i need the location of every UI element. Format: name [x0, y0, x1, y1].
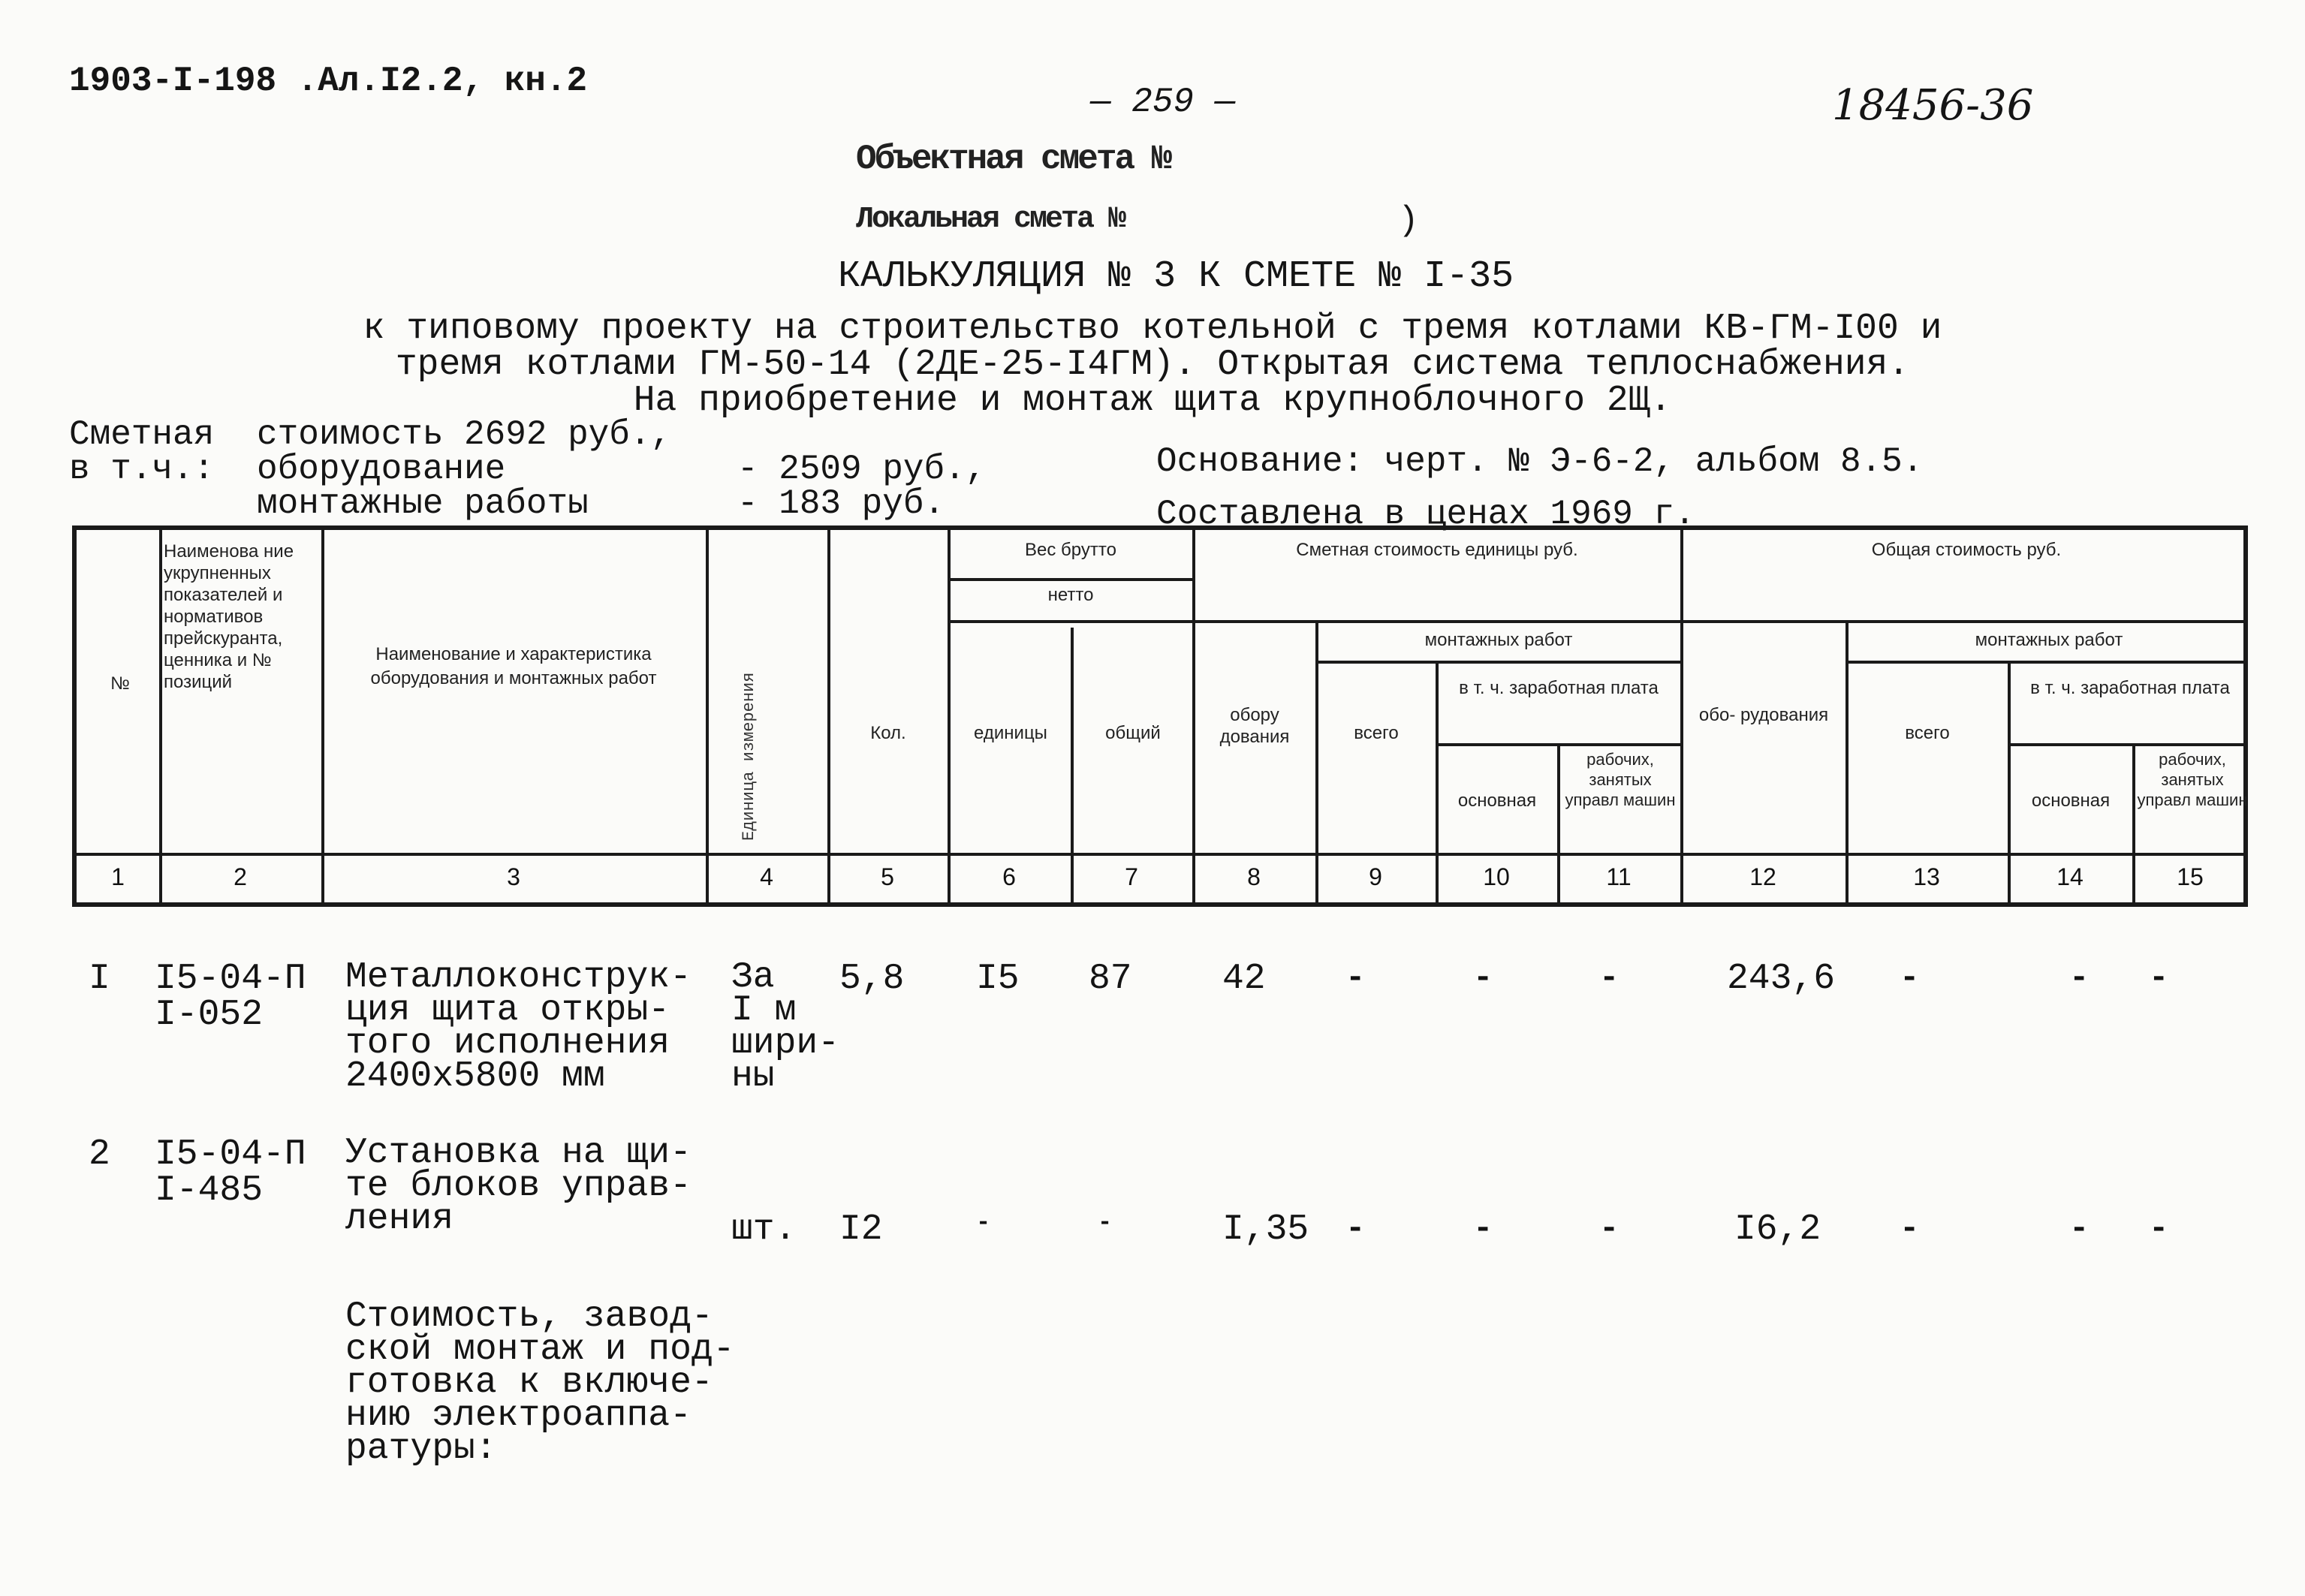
- row2-weight-unit: -: [976, 1209, 991, 1236]
- header-weight-unit: единицы: [974, 723, 1047, 743]
- row1-dash: -: [1599, 959, 1620, 997]
- row2-weight-total: -: [1098, 1209, 1113, 1236]
- header-weight: Вес брутто: [1025, 540, 1116, 560]
- header-netto: нетто: [1047, 585, 1094, 605]
- row2-equipment: I,35: [1222, 1209, 1309, 1250]
- row2-dash: -: [1599, 1210, 1620, 1248]
- header-code: Наименова ние укрупненных показателей и нормативов прейскуранта, ценника и № позиций: [164, 541, 294, 692]
- basis-drawing: Основание: черт. № Э-6-2, альбом 8.5.: [1156, 442, 1924, 481]
- cost-incl-label: в т.ч.:: [69, 450, 215, 489]
- struck-out-line-2: Локальная смета №: [856, 203, 1125, 236]
- row1-no: I: [89, 959, 110, 999]
- row1-weight-unit: I5: [976, 959, 1020, 999]
- col-number: 5: [881, 863, 894, 890]
- header-workers: рабочих, занятых управл машин: [1565, 750, 1676, 809]
- header-incl: в т. ч. заработная плата: [1459, 678, 1659, 698]
- subtitle-line-3: На приобретение и монтаж щита крупноблочного 2Щ.: [633, 381, 1672, 421]
- header-name: Наименование и характеристика оборудования и монтажных работ: [370, 644, 657, 688]
- cost-mounting-value: - 183 руб.: [737, 484, 945, 523]
- col-number: 10: [1483, 863, 1510, 890]
- row1-name: Металлоконструк- ция щита откры- того исполнения 2400х5800 мм: [345, 957, 692, 1097]
- cost-summary: [69, 417, 986, 521]
- row2-unit: шт.: [731, 1209, 797, 1250]
- row1-total-equipment: 243,6: [1727, 959, 1836, 999]
- document-code: 1903-I-198 .Ал.I2.2, кн.2: [69, 62, 588, 101]
- row1-dash: -: [2069, 959, 2090, 997]
- col-number: 13: [1913, 863, 1940, 890]
- col-number: 8: [1247, 863, 1261, 890]
- row1-unit: За I м шири- ны: [731, 957, 840, 1097]
- row1-weight-total: 87: [1089, 959, 1132, 999]
- cost-row-equipment: [69, 450, 987, 489]
- header-no: №: [110, 673, 130, 694]
- header-equipment: обору дования: [1219, 705, 1290, 747]
- note-text: Стоимость, завод- ской монтаж и под- готовка к включе- нию электроаппа- ратуры:: [345, 1296, 735, 1469]
- header-equipment-2: обо- рудования: [1698, 705, 1829, 725]
- cost-mounting-label: монтажные работы: [257, 484, 589, 523]
- row1-dash: -: [1473, 959, 1493, 997]
- cost-label: Сметная: [69, 415, 215, 454]
- struck-paren: ): [1398, 201, 1419, 240]
- struck-out-line-1: Объектная смета №: [856, 140, 1171, 179]
- col-number: 12: [1749, 863, 1776, 890]
- header-qty: Кол.: [870, 723, 906, 743]
- header-unit: Единица измерения: [740, 672, 758, 841]
- document-title: КАЛЬКУЛЯЦИЯ № 3 К СМЕТЕ № I-35: [838, 255, 1514, 298]
- col-number: 2: [234, 863, 247, 890]
- cost-row-mounting: [69, 486, 986, 521]
- col-number: 7: [1125, 863, 1138, 890]
- row2-total-equipment: I6,2: [1734, 1209, 1821, 1250]
- row2-dash: -: [2149, 1210, 2169, 1248]
- header-mounting-2: монтажных работ: [1975, 630, 2123, 650]
- header-total-cost: Общая стоимость руб.: [1871, 540, 2062, 560]
- row2-no: 2: [89, 1134, 110, 1175]
- col-number: 9: [1369, 863, 1382, 890]
- header-weight-total: общий: [1105, 723, 1161, 743]
- document-subtitle: [0, 311, 2305, 419]
- col-number: 11: [1606, 863, 1632, 890]
- col-number: 1: [111, 863, 125, 890]
- row2-dash: -: [2069, 1210, 2090, 1248]
- col-number: 6: [1002, 863, 1016, 890]
- header-basic-2: основная: [2031, 790, 2111, 811]
- row2-dash: -: [1345, 1210, 1366, 1248]
- cost-equipment-value: - 2509 руб.,: [737, 450, 987, 489]
- col-number: 3: [507, 863, 520, 890]
- basis-info: [1156, 435, 1923, 541]
- header-total: всего: [1354, 723, 1399, 743]
- cost-row-total: [69, 417, 986, 452]
- row2-name: Установка на щи- те блоков управ- ления: [345, 1133, 692, 1239]
- header-total-2: всего: [1905, 723, 1950, 743]
- row2-qty: I2: [839, 1209, 883, 1250]
- cost-equipment-label: оборудование: [257, 450, 506, 489]
- subtitle-line-1: к типовому проекту на строительство котельной с тремя котлами КВ-ГМ-I00 и: [363, 309, 1942, 349]
- subtitle-line-2: тремя котлами ГМ-50-14 (2ДЕ-25-I4ГМ). Открытая система теплоснабжения.: [395, 345, 1910, 385]
- row2-code: I5-04-П I-485: [155, 1134, 306, 1211]
- header-mounting: монтажных работ: [1424, 630, 1573, 650]
- header-workers-2: рабочих, занятых управл машин: [2137, 750, 2248, 809]
- row1-dash: -: [1900, 959, 1920, 997]
- header-incl-2: в т. ч. заработная плата: [2030, 678, 2230, 698]
- row1-qty: 5,8: [839, 959, 905, 999]
- cost-empty: [69, 486, 257, 521]
- page-number: — 259 —: [1090, 83, 1236, 122]
- col-number: 4: [760, 863, 773, 890]
- price-year: Составлена в ценах 1969 г.: [1156, 495, 1695, 534]
- col-number: 14: [2056, 863, 2084, 890]
- header-basic: основная: [1457, 790, 1537, 811]
- col-number: 15: [2177, 863, 2204, 890]
- cost-total: стоимость 2692 руб.,: [257, 415, 672, 454]
- row2-dash: -: [1900, 1210, 1920, 1248]
- handwritten-number: 18456-36: [1832, 81, 2034, 130]
- row1-code: I5-04-П I-052: [155, 959, 306, 1035]
- row1-dash: -: [2149, 959, 2169, 997]
- row1-equipment: 42: [1222, 959, 1266, 999]
- row2-dash: -: [1473, 1210, 1493, 1248]
- row1-dash: -: [1345, 959, 1366, 997]
- header-unit-cost: Сметная стоимость единицы руб.: [1296, 540, 1578, 560]
- header-table: [72, 525, 2248, 907]
